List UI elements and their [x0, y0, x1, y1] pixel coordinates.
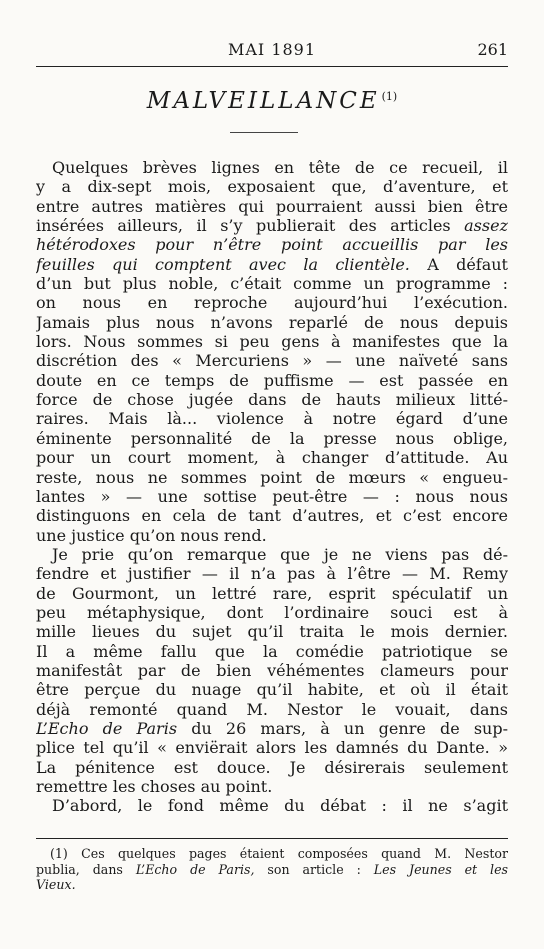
text-line: éminente personnalité de la presse nous oblige,: [36, 428, 508, 448]
text-line: distinguons en cela de tant d’autres, et c’est encore: [36, 506, 508, 526]
text-line: hétérodoxes pour n’être point accueillis par les: [36, 235, 508, 255]
italic-segment: Les Jeunes et les: [373, 861, 508, 877]
text-line: lors. Nous sommes si peu gens à manifestes que la: [36, 332, 508, 352]
text-line: d’un but plus noble, c’était comme un programme :: [36, 274, 508, 294]
text-segment: du 26 mars, à un genre de sup-: [177, 718, 508, 738]
footnote-line: [36, 877, 508, 893]
text-line: doute en ce temps de puffisme — est passée en: [36, 370, 508, 390]
text-line: déjà remonté quand M. Nestor le vouait, dans: [36, 699, 508, 719]
footnote-reference: (1): [381, 90, 398, 103]
text-line: Quelques brèves lignes en tête de ce recueil, il: [52, 158, 508, 177]
text-line: Il a même fallu que la comédie patriotique se: [36, 641, 508, 661]
title-rule: [230, 132, 298, 133]
text-line: une justice qu’on nous rend.: [36, 525, 267, 545]
text-line: fendre et justifier — il n’a pas à l’être — M. Remy: [36, 564, 508, 584]
text-line: [36, 719, 508, 738]
footnote-rule: [36, 838, 508, 839]
text-line: discrétion des « Mercuriens » — une naïveté sans: [36, 351, 508, 371]
text-segment: insérées ailleurs, il s’y publierait des articles: [36, 216, 465, 236]
italic-segment: Vieux.: [36, 877, 76, 892]
text-line: reste, nous ne sommes point de mœurs « engueu-: [36, 467, 508, 487]
italic-segment: L’Echo de Paris,: [135, 861, 255, 877]
text-line: y a dix-sept mois, exposaient que, d’aventure, et: [36, 177, 508, 197]
text-line: [36, 216, 508, 235]
article-title-text: MALVEILLANCE: [146, 88, 380, 114]
footnote-line: [36, 862, 508, 878]
text-line: force de chose jugée dans de hauts milieux litté-: [36, 390, 508, 410]
text-line: pour un court moment, à changer d’attitude. Au: [36, 448, 508, 468]
text-line: entre autres matières qui pourraient aussi bien être: [36, 196, 508, 216]
text-line: mille lieues du sujet qu’il traita le mois dernier.: [36, 622, 508, 642]
text-line: [36, 255, 508, 274]
article-body: [36, 158, 508, 816]
italic-segment: assez: [464, 216, 508, 236]
text-segment: A défaut: [409, 254, 508, 274]
text-line: manifestât par de bien véhémentes clameurs pour: [36, 660, 508, 680]
text-line: remettre les choses au point.: [36, 777, 273, 796]
text-line: plice tel qu’il « enviërait alors les damnés du Dante. »: [36, 738, 508, 758]
italic-segment: feuilles qui comptent avec la clientèle.: [36, 254, 410, 274]
running-head: MAI 1891: [227, 40, 317, 59]
article-title: [0, 88, 544, 114]
text-line: être perçue du nuage qu’il habite, et où il était: [36, 680, 508, 700]
text-segment: publia, dans: [36, 861, 136, 877]
text-line: on nous en reproche aujourd’hui l’exécution.: [36, 293, 508, 313]
page-header: [36, 38, 508, 66]
text-line: La pénitence est douce. Je désirerais seulement: [36, 757, 508, 777]
page-number: 261: [477, 40, 508, 59]
text-line: raires. Mais là... violence à notre égard d’une: [36, 409, 508, 429]
text-line: peu métaphysique, dont l’ordinaire souci est à: [36, 602, 508, 622]
text-segment: son article :: [254, 861, 374, 877]
text-line: Je prie qu’on remarque que je ne viens pas dé-: [52, 544, 508, 564]
text-line: Jamais plus nous n’avons reparlé de nous depuis: [36, 312, 508, 332]
header-rule: [36, 66, 508, 67]
italic-segment: L’Echo de Paris: [36, 718, 178, 738]
text-line: D’abord, le fond même du débat : il ne s’agit: [52, 796, 508, 816]
text-line: de Gourmont, un lettré rare, esprit spéculatif un: [36, 583, 508, 603]
footnote-line: (1) Ces quelques pages étaient composées quand M. Nestor: [50, 846, 508, 861]
text-line: lantes » — une sottise peut-être — : nous nous: [36, 486, 508, 506]
footnote: [36, 846, 508, 893]
